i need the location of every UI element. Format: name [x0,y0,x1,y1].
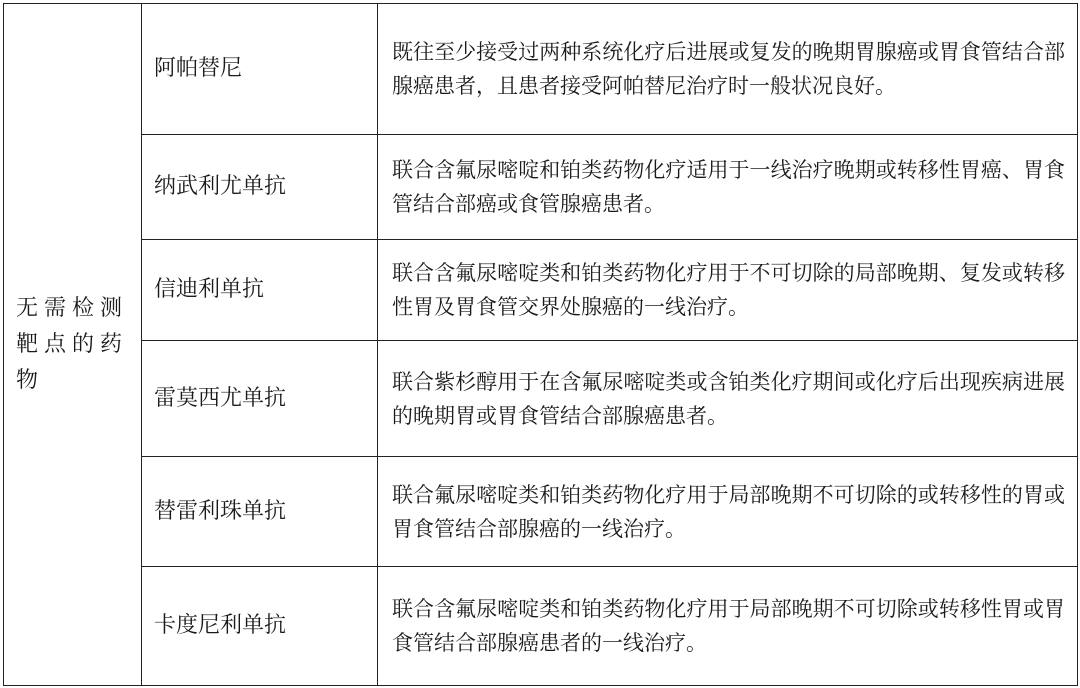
drug-name-cell: 替雷利珠单抗 [142,457,378,567]
drug-table [3,3,1078,686]
indication-cell: 联合含氟尿嘧啶类和铂类药物化疗用于局部晚期不可切除或转移性胃或胃食管结合部腺癌患者的一线治疗。 [378,567,1078,686]
drug-name-cell: 卡度尼利单抗 [142,567,378,686]
table-row [4,135,1078,240]
table-row [4,457,1078,567]
drug-name-cell: 信迪利单抗 [142,240,378,341]
table-row [4,567,1078,686]
indication-cell: 联合氟尿嘧啶类和铂类药物化疗用于局部晚期不可切除的或转移性的胃或胃食管结合部腺癌的一线治疗。 [378,457,1078,567]
drug-name-cell: 纳武利尤单抗 [142,135,378,240]
table-row [4,341,1078,457]
indication-cell: 联合含氟尿嘧啶和铂类药物化疗适用于一线治疗晚期或转移性胃癌、胃食管结合部癌或食管腺癌患者。 [378,135,1078,240]
category-cell: 无需检测靶点的药物 [4,4,142,686]
indication-cell: 联合含氟尿嘧啶类和铂类药物化疗用于不可切除的局部晚期、复发或转移性胃及胃食管交界处腺癌的一线治疗。 [378,240,1078,341]
drug-name-cell: 雷莫西尤单抗 [142,341,378,457]
indication-cell: 既往至少接受过两种系统化疗后进展或复发的晚期胃腺癌或胃食管结合部腺癌患者，且患者接受阿帕替尼治疗时一般状况良好。 [378,4,1078,135]
drug-name-cell: 阿帕替尼 [142,4,378,135]
indication-cell: 联合紫杉醇用于在含氟尿嘧啶类或含铂类化疗期间或化疗后出现疾病进展的晚期胃或胃食管结合部腺癌患者。 [378,341,1078,457]
table-row [4,240,1078,341]
table-row [4,4,1078,135]
